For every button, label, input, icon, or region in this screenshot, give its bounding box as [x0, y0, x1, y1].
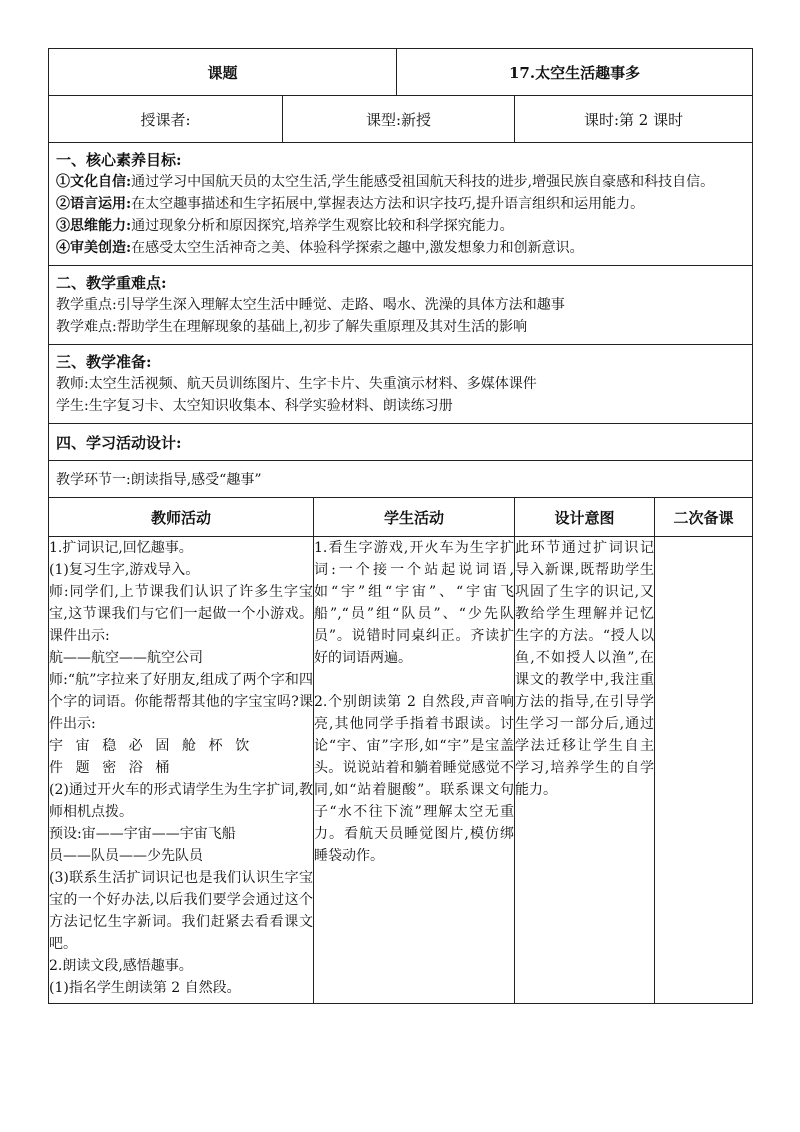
objective-label: ②语言运用: [56, 196, 132, 212]
objective-text: 在太空趣事描述和生字拓展中,掌握表达方法和识字技巧,提升语言组织和运用能力。 [131, 196, 645, 212]
col-second-prep: 二次备课 [655, 498, 753, 537]
objective-item [56, 237, 746, 259]
objective-item [56, 215, 746, 237]
objective-item [56, 171, 746, 193]
teacher-step: 师:同学们,上节课我们认识了许多生字宝宝,这节课我们与它们一起做一个小游戏。课件出示: [49, 584, 313, 644]
col-teacher-activity: 教师活动 [49, 498, 314, 537]
objective-item [56, 193, 746, 215]
lesson-plan-table [48, 48, 753, 1004]
activity-design-row [49, 424, 753, 461]
teacher-step: 预设:宙——宇宙——宇宙飞船 [49, 826, 236, 842]
objectives-heading: 一、核心素养目标: [56, 151, 182, 169]
key-points-heading: 二、教学重难点: [56, 274, 167, 292]
objective-text: 通过现象分析和原因探究,培养学生观察比较和科学探究能力。 [131, 218, 514, 234]
activity-content-row [49, 537, 753, 1004]
objective-label: ④审美创造: [56, 240, 132, 256]
activity-design-heading: 四、学习活动设计: [49, 424, 753, 461]
student-step: 1.看生字游戏,开火车为生字扩词:一个接一个站起说词语,如“宇”组“宇宙”、“宇宙飞船”,“员”组“队员”、“少先队员”。说错时同桌纠正。齐读扩好的词语两遍。 [314, 540, 515, 666]
teacher-step: 师:“航”字拉来了好朋友,组成了两个字和四个字的词语。你能帮帮其他的字宝宝吗?课件出示: [49, 672, 313, 732]
objective-text: 在感受太空生活神奇之美、体验科学探索之趣中,激发想象力和创新意识。 [131, 240, 584, 256]
objective-text: 通过学习中国航天员的太空生活,学生能感受祖国航天科技的进步,增强民族自豪感和科技自信。 [131, 174, 715, 190]
col-design-intent: 设计意图 [515, 498, 655, 537]
objective-label: ①文化自信: [56, 174, 132, 190]
key-points-section [49, 266, 753, 345]
student-step: 2.个别朗读第 2 自然段,声音响亮,其他同学手指着书跟读。讨论“宇、宙”字形,如“宇”是宝盖头。说说站着和躺着睡觉感觉不同,如“站着腿酸”。联系课文句子“水不往下流”理解太空无重力。看航天员睡觉图片,模仿绑睡袋动作。 [314, 694, 515, 864]
teacher-step: 航——航空——航空公司 [49, 650, 203, 666]
preparation-section [49, 345, 753, 424]
topic-label: 课题 [49, 49, 397, 96]
character-list: 件题密浴桶 [49, 760, 182, 776]
design-intent-text: 此环节通过扩词识记导入新课,既帮助学生巩固了生字的识记,又教给学生理解并记忆生字的方法。“授人以鱼,不如授人以渔”,在课文的教学中,我注重方法的指导,在引导学生学习一部分后,通过学法迁移让学生自主学习,培养学生的自学能力。 [515, 540, 655, 798]
teacher-step: 2.朗读文段,感悟趣事。 [49, 958, 193, 974]
lesson-period: 课时:第 2 课时 [515, 96, 753, 143]
lesson-type: 课型:新授 [283, 96, 515, 143]
teacher-step: (1)复习生字,游戏导入。 [49, 562, 200, 578]
teacher-prep-line: 教师:太空生活视频、航天员训练图片、生字卡片、失重演示材料、多媒体课件 [56, 376, 537, 392]
student-prep-line: 学生:生字复习卡、太空知识收集本、科学实验材料、朗读练习册 [56, 398, 453, 414]
preparation-heading: 三、教学准备: [56, 353, 152, 371]
teacher-step: (1)指名学生朗读第 2 自然段。 [49, 980, 241, 996]
second-prep-cell [655, 537, 753, 1004]
col-student-activity: 学生活动 [314, 498, 515, 537]
objective-label: ③思维能力: [56, 218, 132, 234]
design-intent-cell [515, 537, 655, 1004]
teacher-step: (2)通过开火车的形式请学生为生字扩词,教师相机点拨。 [49, 782, 313, 820]
segment-row [49, 461, 753, 498]
teacher-activity-cell [49, 537, 314, 1004]
student-activity-cell [314, 537, 515, 1004]
key-point-line: 教学重点:引导学生深入理解太空生活中睡觉、走路、喝水、洗澡的具体方法和趣事 [56, 297, 565, 313]
teacher-step: (3)联系生活扩词识记也是我们认识生字宝宝的一个好办法,以后我们要学会通过这个方法记忆生字新词。我们赶紧去看看课文吧。 [49, 870, 313, 952]
meta-row [49, 96, 753, 143]
teacher-step: 1.扩词识记,回忆趣事。 [49, 540, 193, 556]
teacher-step: 员——队员——少先队员 [49, 848, 203, 864]
teacher-label: 授课者: [49, 96, 283, 143]
difficulty-line: 教学难点:帮助学生在理解现象的基础上,初步了解失重原理及其对生活的影响 [56, 319, 528, 335]
segment-title: 教学环节一:朗读指导,感受“趣事” [49, 461, 753, 498]
objectives-section [49, 143, 753, 266]
character-list: 宇宙稳必固舱杯饮 [49, 738, 262, 754]
topic-row [49, 49, 753, 96]
topic-value: 17.太空生活趣事多 [397, 49, 753, 96]
columns-header-row [49, 498, 753, 537]
